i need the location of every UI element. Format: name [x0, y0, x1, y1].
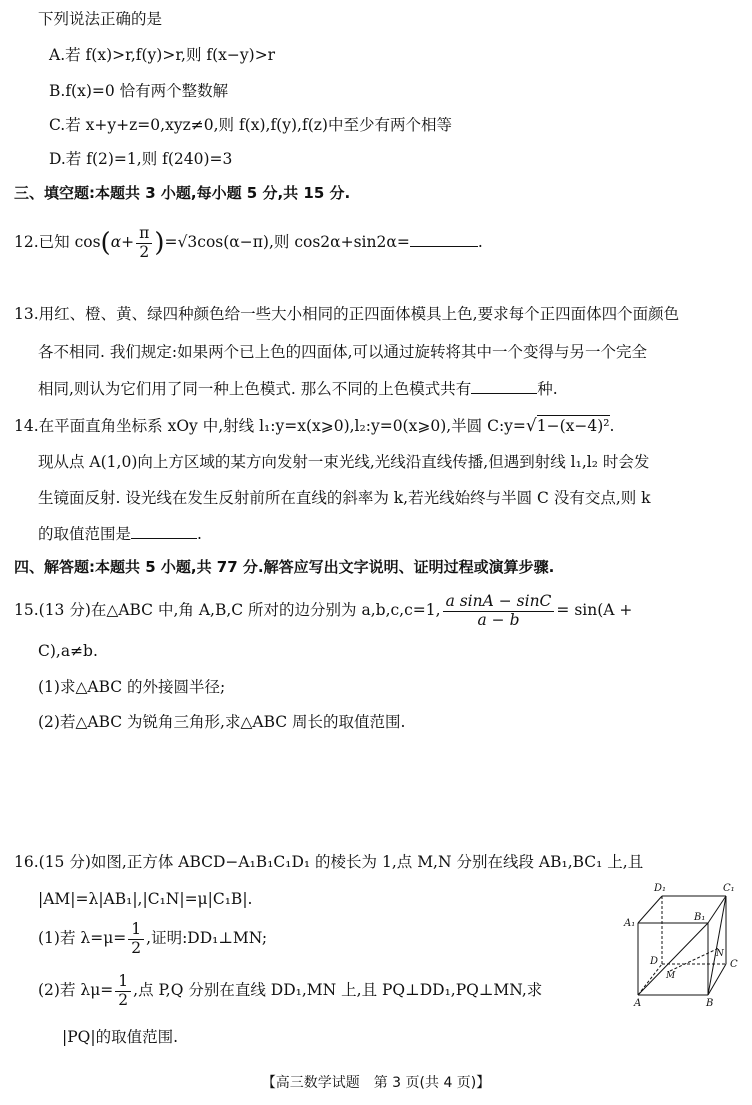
- q14-line1: 14.在平面直角坐标系 xOy 中,射线 l₁:y=x(x⩾0),l₂:y=0(x⩾0),半圆 C:y=√1−(x−4)².: [14, 416, 615, 436]
- q12-answer-blank[interactable]: [410, 246, 478, 247]
- q11-option-d: D.若 f(2)=1,则 f(240)=3: [49, 150, 233, 168]
- q14-line4-end: .: [197, 525, 202, 543]
- q12-two: 2: [139, 242, 150, 261]
- q15-line1: [14, 588, 632, 632]
- q16-line1: 16.(15 分)如图,正方体 ABCD−A₁B₁C₁D₁ 的棱长为 1,点 M,N 分别在线段 AB₁,BC₁ 上,且: [14, 853, 644, 871]
- q16-part1: [38, 918, 267, 958]
- edge-ad-hidden: [638, 964, 662, 995]
- q13-line1: 13.用红、橙、黄、绿四种颜色给一些大小相同的正四面体模具上色,要求每个正四面体四个面颜色: [14, 305, 680, 323]
- q13-line3-text: 相同,则认为它们用了同一种上色模式. 那么不同的上色模式共有: [38, 380, 472, 398]
- segment-mn: [670, 948, 719, 971]
- label-d: D: [650, 956, 659, 967]
- section4-heading: 四、解答题:本题共 5 小题,共 77 分.解答应写出文字说明、证明过程或演算步骤.: [14, 558, 555, 576]
- label-b1: B₁: [694, 912, 706, 923]
- q15-frac-num: a sinA − sinC: [443, 593, 555, 611]
- section3-heading: 三、填空题:本题共 3 小题,每小题 5 分,共 15 分.: [14, 184, 351, 202]
- label-a1: A₁: [624, 918, 636, 929]
- q16-line2: |AM|=λ|AB₁|,|C₁N|=μ|C₁B|.: [38, 890, 253, 908]
- q15-frac-den: a − b: [477, 610, 520, 629]
- q14-sqrt: 1−(x−4)²: [536, 417, 610, 435]
- q14-line4: [38, 523, 202, 545]
- q16-half-den: 2: [131, 938, 142, 957]
- q11-option-b: B.f(x)=0 恰有两个整数解: [49, 82, 229, 100]
- q16-part2-text: (2)若 λμ=: [38, 981, 114, 999]
- q16-part2-end: ,点 P,Q 分别在直线 DD₁,MN 上,且 PQ⊥DD₁,PQ⊥MN,求: [133, 981, 543, 999]
- q16-part1-text: (1)若 λ=μ=: [38, 929, 127, 947]
- q13-line2: 各不相同. 我们规定:如果两个已上色的四面体,可以通过旋转将其中一个变得与另一个完全: [38, 343, 648, 361]
- q14-line2: 现从点 A(1,0)向上方区域的某方向发射一束光线,光线沿直线传播,但遇到射线 l₁,l₂ 时会发: [38, 453, 650, 471]
- label-c1: C₁: [723, 883, 735, 894]
- cube-figure: [620, 878, 748, 1008]
- q16-half-num-2: 1: [115, 973, 131, 991]
- label-c: C: [730, 959, 738, 970]
- q12-rest: cos(α−π),则 cos2α+sin2α=: [197, 233, 410, 251]
- label-n: N: [716, 949, 724, 959]
- q16-half-den-2: 2: [118, 990, 129, 1009]
- q12-pi: π: [136, 225, 152, 243]
- q11-option-a: A.若 f(x)>r,f(y)>r,则 f(x−y)>r: [49, 46, 276, 64]
- segment-ab1: [638, 923, 708, 995]
- q13-answer-blank[interactable]: [471, 393, 537, 394]
- q11-stem: 下列说法正确的是: [38, 10, 163, 28]
- q14-line3: 生镜面反射. 设光线在发生反射前所在直线的斜率为 k,若光线始终与半圆 C 没有交点,则 k: [38, 489, 651, 507]
- q14-line1-end: .: [609, 417, 615, 435]
- page-footer: 【高三数学试题 第 3 页(共 4 页)】: [261, 1075, 491, 1091]
- q13-line3-end: 种.: [537, 380, 558, 398]
- q16-part2: [38, 970, 542, 1010]
- q15-part1: (1)求△ABC 的外接圆半径;: [38, 678, 226, 696]
- q15-line1-end: = sin(A +: [556, 601, 633, 619]
- q14-line1-text: 14.在平面直角坐标系 xOy 中,射线 l₁:y=x(x⩾0),l₂:y=0(x⩾0),半圆 C:y=: [14, 417, 526, 435]
- label-a: A: [634, 998, 642, 1008]
- q12: 12.已知 cos(α+ $\frac{\pi}{2}$ )=√3cos(α−π),则 cos2α+sin2α= .: [14, 224, 483, 261]
- q15-part2: (2)若△ABC 为锐角三角形,求△ABC 周长的取值范围.: [38, 713, 406, 731]
- q16-part2-line2: |PQ|的取值范围.: [62, 1028, 179, 1046]
- q12-end: .: [477, 233, 483, 251]
- q12-prefix: 12.已知 cos: [14, 233, 101, 251]
- q11-option-c: C.若 x+y+z=0,xyz≠0,则 f(x),f(y),f(z)中至少有两个相等: [49, 116, 452, 134]
- label-m: M: [666, 971, 676, 981]
- q14-line4-text: 的取值范围是: [38, 525, 132, 543]
- q16-part1-end: ,证明:DD₁⊥MN;: [146, 929, 268, 947]
- q12-equals: =: [164, 233, 178, 251]
- q16-half-num: 1: [128, 921, 144, 939]
- q13-line3: [38, 378, 558, 400]
- q12-sqrt3: √3: [177, 233, 198, 251]
- q15-line2: C),a≠b.: [38, 642, 98, 660]
- q12-alpha-plus: α+: [110, 233, 135, 251]
- label-d1: D₁: [654, 883, 667, 894]
- q14-answer-blank[interactable]: [131, 538, 197, 539]
- label-b: B: [706, 998, 714, 1008]
- q15-line1-text: 15.(13 分)在△ABC 中,角 A,B,C 所对的边分别为 a,b,c,c=1,: [14, 601, 441, 619]
- edge-a1d1: [638, 896, 662, 923]
